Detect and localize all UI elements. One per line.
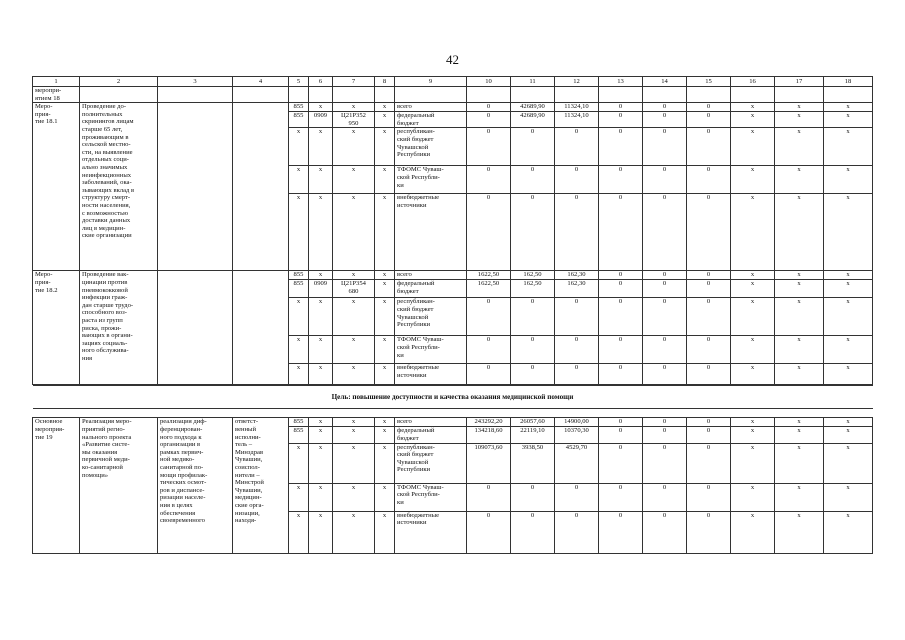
- value-cell: 0: [687, 298, 731, 336]
- funding-source-cell: федеральный бюджет: [395, 280, 467, 298]
- value-cell: 0: [599, 336, 643, 364]
- value-cell: 0: [467, 483, 511, 511]
- funding-source-cell: федеральный бюджет: [395, 112, 467, 128]
- value-cell: x: [824, 427, 873, 443]
- measure-number-cell: Основное мероприя- тие 19: [33, 418, 80, 553]
- empty-cell: [233, 87, 289, 103]
- value-cell: x: [375, 112, 395, 128]
- value-cell: 0: [555, 298, 599, 336]
- empty-cell: [775, 87, 824, 103]
- value-cell: 42689,90: [511, 112, 555, 128]
- value-cell: x: [333, 511, 375, 553]
- value-cell: x: [775, 443, 824, 483]
- value-cell: 0: [511, 511, 555, 553]
- value-cell: 0: [467, 511, 511, 553]
- value-cell: 0: [555, 166, 599, 194]
- value-cell: 0: [687, 280, 731, 298]
- value-cell: x: [309, 166, 333, 194]
- value-cell: 855: [289, 271, 309, 280]
- header-cell-13: 13: [599, 77, 643, 87]
- value-cell: 1622,50: [467, 271, 511, 280]
- value-cell: x: [333, 364, 375, 385]
- value-cell: 0: [643, 427, 687, 443]
- value-cell: 0: [599, 298, 643, 336]
- value-cell: x: [309, 298, 333, 336]
- header-cell-15: 15: [687, 77, 731, 87]
- empty-cell: [158, 87, 233, 103]
- value-cell: 0: [511, 336, 555, 364]
- value-cell: Ц21Р352 950: [333, 112, 375, 128]
- value-cell: 855: [289, 103, 309, 112]
- value-cell: x: [333, 427, 375, 443]
- value-cell: x: [375, 483, 395, 511]
- table-row: [33, 103, 873, 112]
- value-cell: 0: [643, 280, 687, 298]
- empty-cell: [333, 87, 375, 103]
- value-cell: 0: [599, 443, 643, 483]
- measure-title-cell: Реализация меро- приятий регио- нального проекта «Развитие систе- мы оказания первичной меди- ко-санитарной помощи»: [80, 418, 158, 553]
- measure-number-cell: Меро- прия- тие 18.1: [33, 103, 80, 271]
- value-cell: 0: [511, 128, 555, 166]
- value-cell: 0: [599, 128, 643, 166]
- empty-cell: [643, 87, 687, 103]
- spacer-cell: [33, 409, 873, 418]
- value-cell: 10370,30: [555, 427, 599, 443]
- value-cell: x: [289, 166, 309, 194]
- value-cell: 0: [687, 271, 731, 280]
- value-cell: 0: [467, 194, 511, 271]
- value-cell: 4529,70: [555, 443, 599, 483]
- value-cell: x: [731, 166, 775, 194]
- value-cell: 11324,10: [555, 112, 599, 128]
- value-cell: x: [309, 483, 333, 511]
- measure-number-cell: Меро- прия- тие 18.2: [33, 271, 80, 385]
- funding-source-cell: внебюджетные источники: [395, 364, 467, 385]
- empty-cell: [309, 87, 333, 103]
- value-cell: x: [775, 271, 824, 280]
- value-cell: 0: [643, 271, 687, 280]
- value-cell: x: [775, 483, 824, 511]
- header-cell-9: 9: [395, 77, 467, 87]
- value-cell: 0: [467, 336, 511, 364]
- value-cell: x: [375, 280, 395, 298]
- value-cell: 0: [555, 128, 599, 166]
- funding-source-cell: ТФОМС Чуваш- ской Республи- ки: [395, 166, 467, 194]
- value-cell: 14900,00: [555, 418, 599, 427]
- value-cell: 0: [511, 298, 555, 336]
- value-cell: x: [333, 443, 375, 483]
- value-cell: x: [731, 364, 775, 385]
- value-cell: x: [375, 128, 395, 166]
- value-cell: x: [333, 271, 375, 280]
- value-cell: x: [289, 298, 309, 336]
- budget-table: [32, 76, 873, 554]
- value-cell: 162,50: [511, 271, 555, 280]
- value-cell: x: [309, 511, 333, 553]
- value-cell: 855: [289, 112, 309, 128]
- value-cell: 0: [643, 112, 687, 128]
- value-cell: x: [731, 194, 775, 271]
- empty-cell: [731, 87, 775, 103]
- value-cell: 0: [643, 103, 687, 112]
- value-cell: 855: [289, 427, 309, 443]
- value-cell: x: [731, 336, 775, 364]
- empty-cell: [511, 87, 555, 103]
- spacer-row: [33, 409, 873, 418]
- value-cell: x: [333, 128, 375, 166]
- funding-source-cell: ТФОМС Чуваш- ской Республи- ки: [395, 483, 467, 511]
- value-cell: 0: [511, 483, 555, 511]
- value-cell: x: [731, 443, 775, 483]
- funding-source-cell: всего: [395, 103, 467, 112]
- value-cell: x: [375, 166, 395, 194]
- value-cell: x: [375, 194, 395, 271]
- value-cell: x: [731, 418, 775, 427]
- empty-cell: [555, 87, 599, 103]
- empty-cell: [289, 87, 309, 103]
- executor-cell: [233, 271, 289, 385]
- value-cell: 26057,60: [511, 418, 555, 427]
- value-cell: 0: [687, 443, 731, 483]
- value-cell: 0: [643, 194, 687, 271]
- continuation-row: [33, 87, 873, 103]
- value-cell: x: [309, 103, 333, 112]
- table-body: [33, 77, 873, 554]
- value-cell: 0: [599, 280, 643, 298]
- header-cell-7: 7: [333, 77, 375, 87]
- value-cell: 0: [687, 194, 731, 271]
- value-cell: 109073,60: [467, 443, 511, 483]
- value-cell: 162,30: [555, 280, 599, 298]
- value-cell: x: [775, 128, 824, 166]
- page-number: 42: [446, 52, 459, 67]
- value-cell: x: [289, 483, 309, 511]
- value-cell: x: [375, 511, 395, 553]
- value-cell: x: [289, 443, 309, 483]
- value-cell: x: [333, 298, 375, 336]
- value-cell: 0: [643, 336, 687, 364]
- funding-source-cell: всего: [395, 271, 467, 280]
- value-cell: x: [824, 443, 873, 483]
- value-cell: 0: [467, 128, 511, 166]
- value-cell: 22119,10: [511, 427, 555, 443]
- value-cell: 0909: [309, 280, 333, 298]
- value-cell: x: [333, 194, 375, 271]
- value-cell: x: [375, 427, 395, 443]
- value-cell: x: [333, 103, 375, 112]
- value-cell: 0: [599, 271, 643, 280]
- value-cell: x: [731, 128, 775, 166]
- header-row: [33, 77, 873, 87]
- funding-source-cell: республикан- ский бюджет Чувашской Республики: [395, 128, 467, 166]
- value-cell: x: [309, 427, 333, 443]
- value-cell: 0: [467, 364, 511, 385]
- value-cell: 42689,90: [511, 103, 555, 112]
- value-cell: x: [289, 194, 309, 271]
- value-cell: x: [775, 103, 824, 112]
- value-cell: x: [824, 483, 873, 511]
- value-cell: x: [824, 271, 873, 280]
- value-cell: 0: [599, 483, 643, 511]
- value-cell: 0: [687, 103, 731, 112]
- value-cell: x: [289, 364, 309, 385]
- empty-cell: [395, 87, 467, 103]
- funding-source-cell: ТФОМС Чуваш- ской Республи- ки: [395, 336, 467, 364]
- value-cell: x: [824, 166, 873, 194]
- value-cell: x: [824, 103, 873, 112]
- value-cell: x: [375, 418, 395, 427]
- value-cell: 1622,50: [467, 280, 511, 298]
- value-cell: x: [824, 364, 873, 385]
- empty-cell: [687, 87, 731, 103]
- funding-source-cell: федеральный бюджет: [395, 427, 467, 443]
- value-cell: x: [824, 418, 873, 427]
- value-cell: 134218,60: [467, 427, 511, 443]
- value-cell: 0: [687, 128, 731, 166]
- value-cell: x: [731, 298, 775, 336]
- value-cell: 0: [511, 364, 555, 385]
- value-cell: 0: [643, 298, 687, 336]
- value-cell: 0: [555, 483, 599, 511]
- value-cell: 0: [687, 112, 731, 128]
- value-cell: 0: [687, 418, 731, 427]
- value-cell: 855: [289, 280, 309, 298]
- value-cell: x: [775, 298, 824, 336]
- value-cell: 0: [643, 166, 687, 194]
- value-cell: 0: [467, 112, 511, 128]
- value-cell: x: [289, 511, 309, 553]
- value-cell: x: [375, 364, 395, 385]
- header-cell-12: 12: [555, 77, 599, 87]
- value-cell: 0: [599, 427, 643, 443]
- value-cell: 3938,50: [511, 443, 555, 483]
- value-cell: 0: [467, 298, 511, 336]
- value-cell: 0: [467, 103, 511, 112]
- value-cell: x: [824, 280, 873, 298]
- value-cell: 0: [643, 364, 687, 385]
- value-cell: x: [775, 166, 824, 194]
- value-cell: x: [775, 418, 824, 427]
- value-cell: x: [731, 427, 775, 443]
- value-cell: x: [309, 364, 333, 385]
- value-cell: 855: [289, 418, 309, 427]
- value-cell: x: [375, 443, 395, 483]
- header-cell-16: 16: [731, 77, 775, 87]
- value-cell: x: [375, 336, 395, 364]
- value-cell: x: [731, 112, 775, 128]
- value-cell: x: [775, 194, 824, 271]
- value-cell: 0: [511, 194, 555, 271]
- value-cell: x: [824, 128, 873, 166]
- header-cell-2: 2: [80, 77, 158, 87]
- value-cell: x: [333, 418, 375, 427]
- value-cell: 0: [687, 427, 731, 443]
- value-cell: x: [309, 418, 333, 427]
- value-cell: 0: [643, 443, 687, 483]
- value-cell: x: [309, 128, 333, 166]
- value-cell: x: [309, 194, 333, 271]
- value-cell: x: [731, 483, 775, 511]
- funding-source-cell: внебюджетные источники: [395, 194, 467, 271]
- funding-source-cell: внебюджетные источники: [395, 511, 467, 553]
- value-cell: Ц21Р354 680: [333, 280, 375, 298]
- funding-source-cell: республикан- ский бюджет Чувашской Республики: [395, 443, 467, 483]
- value-cell: 0: [555, 336, 599, 364]
- header-cell-1: 1: [33, 77, 80, 87]
- value-cell: 0: [599, 364, 643, 385]
- value-cell: 0: [643, 128, 687, 166]
- value-cell: x: [731, 103, 775, 112]
- value-cell: x: [289, 336, 309, 364]
- value-cell: x: [824, 112, 873, 128]
- value-cell: 0: [555, 364, 599, 385]
- value-cell: x: [333, 166, 375, 194]
- value-cell: x: [309, 271, 333, 280]
- measure-description-cell: [158, 271, 233, 385]
- value-cell: 0: [555, 511, 599, 553]
- value-cell: x: [333, 336, 375, 364]
- header-cell-5: 5: [289, 77, 309, 87]
- executor-cell: ответст- венный исполни- тель – Минздрав Чувашии, соиспол- нители – Минстрой Чувашии, медицин- ские орга- низации, находя-: [233, 418, 289, 553]
- funding-source-cell: республикан- ский бюджет Чувашской Республики: [395, 298, 467, 336]
- value-cell: 0: [687, 336, 731, 364]
- value-cell: 0: [687, 364, 731, 385]
- value-cell: 0: [687, 166, 731, 194]
- value-cell: x: [375, 271, 395, 280]
- value-cell: x: [731, 280, 775, 298]
- value-cell: x: [309, 336, 333, 364]
- value-cell: 0: [467, 166, 511, 194]
- table-row: [33, 418, 873, 427]
- value-cell: x: [375, 298, 395, 336]
- header-cell-17: 17: [775, 77, 824, 87]
- measure-description-cell: реализация диф- ференцирован- ного подхода к организации в рамках первич- ной медико- санитарной по- мощи профилак- тических осмот- ров и диспансе- ризации населе- ния в целях обеспечения своевременного: [158, 418, 233, 553]
- value-cell: 0: [687, 511, 731, 553]
- goal-row: [33, 386, 873, 409]
- value-cell: x: [775, 280, 824, 298]
- value-cell: x: [824, 194, 873, 271]
- empty-cell: [375, 87, 395, 103]
- measure-title-cell: Проведение вак- цинации против пневмококковой инфекции граж- дан старше трудо- способного воз- раста из групп риска, прожи- вающих в органи- зациях социаль- ного обслужива- ния: [80, 271, 158, 385]
- value-cell: 162,30: [555, 271, 599, 280]
- value-cell: 11324,10: [555, 103, 599, 112]
- value-cell: x: [775, 112, 824, 128]
- value-cell: x: [731, 271, 775, 280]
- measure-description-cell: [158, 103, 233, 271]
- header-cell-10: 10: [467, 77, 511, 87]
- value-cell: x: [375, 103, 395, 112]
- value-cell: x: [824, 511, 873, 553]
- value-cell: 162,50: [511, 280, 555, 298]
- value-cell: x: [775, 427, 824, 443]
- executor-cell: [233, 103, 289, 271]
- table-row: [33, 271, 873, 280]
- value-cell: 0: [599, 511, 643, 553]
- header-cell-4: 4: [233, 77, 289, 87]
- value-cell: x: [333, 483, 375, 511]
- value-cell: 0: [599, 194, 643, 271]
- empty-cell: [599, 87, 643, 103]
- value-cell: x: [824, 336, 873, 364]
- header-cell-8: 8: [375, 77, 395, 87]
- value-cell: x: [824, 298, 873, 336]
- empty-cell: [467, 87, 511, 103]
- value-cell: x: [775, 364, 824, 385]
- value-cell: 0: [643, 483, 687, 511]
- empty-cell: [824, 87, 873, 103]
- value-cell: 0: [511, 166, 555, 194]
- funding-source-cell: всего: [395, 418, 467, 427]
- value-cell: x: [289, 128, 309, 166]
- value-cell: 0: [599, 418, 643, 427]
- value-cell: 0: [687, 483, 731, 511]
- value-cell: 0: [599, 166, 643, 194]
- value-cell: 0: [555, 194, 599, 271]
- measure-title-cell: Проведение до- полнительных скринингов лицам старше 65 лет, проживающим в сельской местно- сти, на выявление отдельных соци- ально значимых неинфекционных заболеваний, ока- зывающих вклад в структуру смерт- ности населения, с возможностью доставки данных лиц в медицин- ские организации: [80, 103, 158, 271]
- value-cell: x: [775, 336, 824, 364]
- value-cell: 0: [643, 511, 687, 553]
- header-cell-3: 3: [158, 77, 233, 87]
- header-cell-11: 11: [511, 77, 555, 87]
- header-cell-14: 14: [643, 77, 687, 87]
- header-cell-18: 18: [824, 77, 873, 87]
- value-cell: 243292,20: [467, 418, 511, 427]
- value-cell: 0: [643, 418, 687, 427]
- value-cell: 0: [599, 112, 643, 128]
- empty-cell: [80, 87, 158, 103]
- value-cell: 0909: [309, 112, 333, 128]
- header-cell-6: 6: [309, 77, 333, 87]
- value-cell: x: [775, 511, 824, 553]
- value-cell: x: [731, 511, 775, 553]
- continued-measure-cell: меропри- ятием 18: [33, 87, 80, 103]
- value-cell: 0: [599, 103, 643, 112]
- goal-cell: Цель: повышение доступности и качества оказания медицинской помощи: [33, 386, 873, 409]
- value-cell: x: [309, 443, 333, 483]
